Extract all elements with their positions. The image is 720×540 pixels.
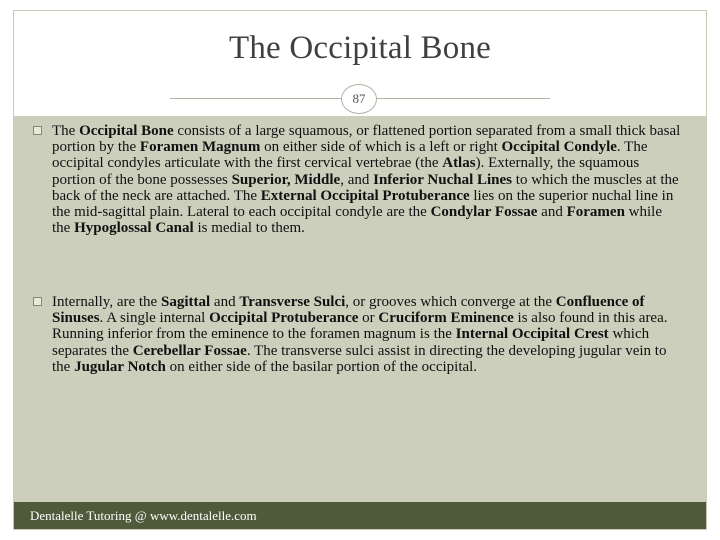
text-run: The (52, 123, 80, 139)
bullet-square-icon (33, 126, 42, 135)
bold-term: Confluence of Sinuses (52, 294, 645, 327)
text-run: is also found in this area. Running inferior from the eminence to the foramen magnum is the (52, 310, 668, 343)
bold-term: Inferior Nuchal Lines (373, 171, 513, 188)
footer-text: Dentalelle Tutoring @ www.dentalelle.com (30, 508, 257, 523)
page-number-badge: 87 (341, 84, 377, 114)
text-run: on either side of which is a left or right (260, 139, 502, 156)
bold-term: Occipital Bone (79, 123, 174, 139)
content-panel (14, 116, 706, 502)
bold-term: Sagittal (160, 294, 211, 310)
bold-term: External Occipital Protuberance (260, 187, 470, 204)
text-run: , or grooves which converge at the (345, 294, 556, 310)
bold-term: Foramen Magnum (139, 139, 261, 156)
bold-term: Cruciform Eminence (378, 310, 514, 327)
text-run: or (358, 310, 379, 327)
bullet-text (52, 294, 682, 375)
bold-term: Atlas (442, 155, 476, 172)
text-run: on either side of the basilar portion of the occipital. (165, 358, 478, 375)
text-run: Internally, are the (52, 294, 161, 310)
text-run: is medial to them. (193, 220, 305, 237)
text-run: , and (340, 171, 374, 188)
text-run: . A single internal (99, 310, 210, 327)
bullet-square-icon (33, 297, 42, 306)
text-run: while the (52, 204, 662, 237)
text-run: lies on the superior nuchal line in the mid-sagittal plain. Lateral to each occipital condyle are the (52, 187, 674, 221)
text-run: and (537, 204, 567, 221)
text-run: and (210, 294, 240, 310)
bold-term: Occipital Protuberance (209, 310, 359, 327)
bold-term: Internal Occipital Crest (455, 326, 609, 343)
text-run: consists of a large squamous, or flattened portion separated from a small thick basal portion by the (52, 123, 681, 156)
bold-term: Hypoglossal Canal (74, 220, 194, 237)
bullet-item (33, 123, 683, 236)
bold-term: Occipital Condyle (501, 139, 617, 156)
bold-term: Superior, Middle (231, 171, 341, 188)
bold-term: Cerebellar Fossae (132, 342, 247, 359)
text-run: to which the muscles at the back of the neck are attached. The (52, 171, 679, 204)
text-run: which separates the (52, 326, 650, 359)
text-run: . The transverse sulci assist in directing the developing jugular vein to the (52, 342, 667, 375)
text-run: ). Externally, the squamous portion of the bone possesses (52, 155, 640, 188)
bold-term: Foramen (566, 204, 625, 221)
bold-term: Jugular Notch (74, 358, 166, 375)
text-run: . The occipital condyles articulate with the first cervical vertebrae (the (52, 139, 648, 172)
slide-title: The Occipital Bone (228, 30, 491, 66)
bold-term: Transverse Sulci (239, 294, 346, 310)
bullet-item (33, 294, 683, 375)
footer-bar (14, 502, 706, 529)
bullet-text (52, 123, 682, 236)
bold-term: Condylar Fossae (430, 204, 538, 221)
